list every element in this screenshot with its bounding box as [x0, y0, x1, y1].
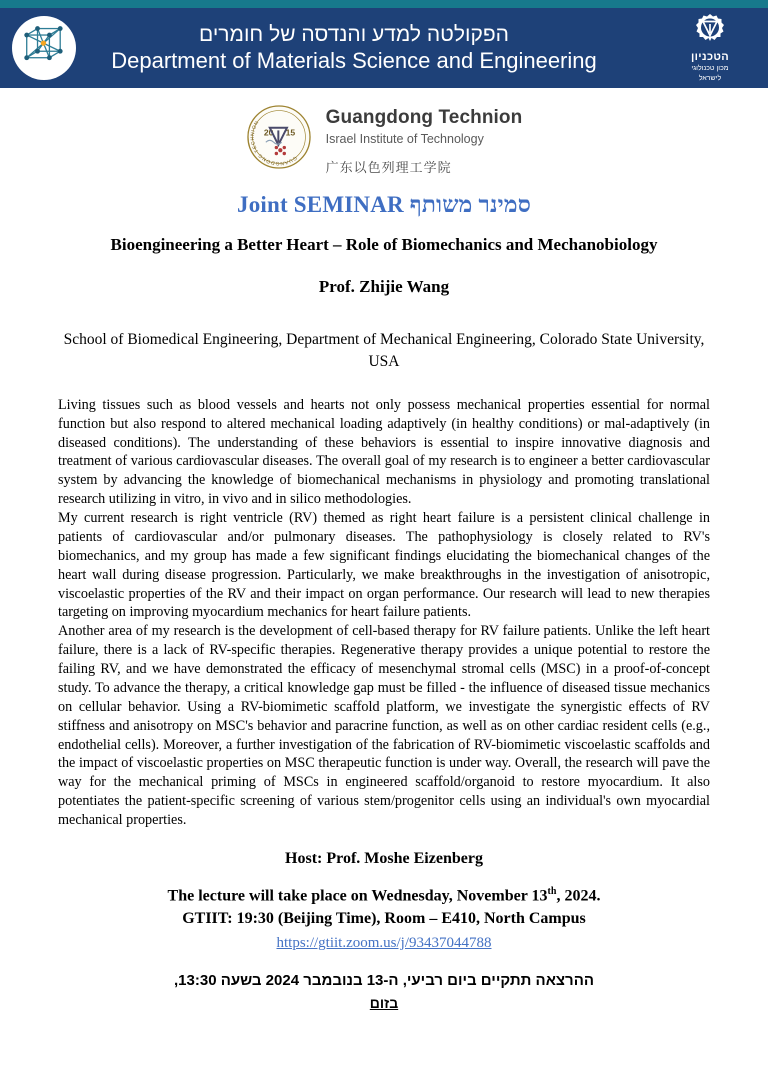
center-atom [41, 40, 46, 45]
gtiit-subtitle: Israel Institute of Technology [325, 131, 484, 146]
talk-title: Bioengineering a Better Heart – Role of Biomechanics and Mechanobiology [110, 234, 658, 254]
hebrew-zoom-link[interactable]: בזום [369, 995, 399, 1012]
abstract-paragraph-3: Another area of my research is the development of cell-based therapy for RV failure patients. Unlike the left heart failure, there is a lack of RV-specific therapies. Regenerative therapy provides a unique potential to restore the failing RV, and we have demonstrated the efficacy of mesenchymal stromal cells (MSC) in a proof-of-concept study. To advance the therapy, a critical knowledge gap must be filled - the influence of diseased tissue mechanics on cellular behavior. Using a RV-biomimetic scaffold platform, we investigate the synergistic effects of RV stiffness and anisotropy on MSC's behavior and paracrine function, as well as on other cardiac resident cells (e.g., endothelial cells). Moreover, a further investigation of the fabrication of RV-biomimetic viscoelastic scaffolds and the impact of viscoelastic properties on MSC therapeutic function is under way. Overall, the research will pave the way for the mechanical priming of MSCs in engineered scaffold/organoid to restore myocardium. It also potentiates the patient-specific screening of various stem/progenitor cells using an individual's own myocardial mechanical properties. [58, 623, 710, 829]
faculty-name-english: Department of Materials Science and Engineering [111, 47, 597, 73]
venue-line: GTIIT: 19:30 (Beijing Time), Room – E410, North Campus [182, 910, 586, 928]
technion-emblem-icon [695, 13, 725, 45]
seminar-heading-en: Joint SEMINAR [237, 191, 404, 217]
gtiit-name: Guangdong Technion [325, 107, 523, 128]
seal-year-left: 20 [263, 127, 274, 138]
document-body [0, 192, 768, 1011]
seal-year-right: 15 [285, 127, 295, 138]
gtiit-seal-icon [246, 104, 312, 170]
technion-logo [662, 13, 758, 84]
materials-dept-logo [12, 16, 76, 80]
lecture-date-ordinal: th [547, 885, 557, 897]
technion-subtitle-line1: מכון טכנולוגי [691, 64, 729, 72]
seminar-heading-he: סמינר משותף [409, 191, 531, 217]
speaker-affiliation: School of Biomedical Engineering, Department of Mechanical Engineering, Colorado State University, USA [63, 330, 705, 371]
hebrew-date-line: ההרצאה תתקיים ביום רביעי, ה-13 בנובמבר 2024 בשעה 13:30, [174, 972, 594, 990]
hebrew-zoom-link-wrapper [50, 995, 718, 1011]
speaker-name: Prof. Zhijie Wang [318, 276, 450, 296]
lecture-date-line [50, 886, 718, 905]
top-accent-strip [0, 0, 768, 8]
abstract-paragraph-2: My current research is right ventricle (RV) themed as right heart failure is a persistent clinical challenge in patients of cardiovascular and/or pulmonary diseases. The pathophysiology is closely related to RV's biomechanics, and my group has made a few significant findings elucidating the biomechanical changes of the heart wall during disease progression. Particularly, we make breakthroughs in the investigation of anisotropic, viscoelastic properties of the RV and their impact on organ performance. Our research will lead to new therapies targeting on improving myocardium mechanics for heart failure patients. [58, 510, 710, 621]
faculty-header-band [0, 8, 768, 88]
seal-ring-text: GUANGDONG TECHNION [250, 120, 297, 166]
crystal-lattice-icon [17, 21, 71, 75]
header-title-block [76, 22, 662, 75]
zoom-meeting-link[interactable]: https://gtiit.zoom.us/j/93437044788 [276, 935, 492, 952]
lecture-date-prefix: The lecture will take place on Wednesday, November 13 [167, 887, 548, 905]
gtiit-brand-block [0, 104, 768, 176]
faculty-name-hebrew: הפקולטה למדע והנדסה של חומרים [199, 22, 509, 46]
host-line: Host: Prof. Moshe Eizenberg [285, 849, 483, 867]
abstract-paragraph-1: Living tissues such as blood vessels and hearts not only possess mechanical properties essential for normal function but also respond to altered mechanical loading adaptively (in healthy conditions) or mal-adaptively (in diseased conditions). The understanding of these behaviors is essential to inspire innovative diagnosis and treatment of various cardiovascular diseases. The overall goal of my research is to engineer a better cardiovascular system by advancing the knowledge of biomechanical mechanisms in physiology and promoting translational research utilizing in vitro, in vivo and in silico methodologies. [58, 396, 710, 508]
seminar-heading [50, 192, 718, 218]
technion-subtitle-line2: לישראל [698, 75, 722, 82]
gtiit-text-block [326, 104, 523, 176]
technion-name-hebrew: הטכניון [691, 50, 729, 63]
lecture-date-suffix: , 2024. [556, 887, 601, 905]
abstract-text [50, 396, 718, 830]
gtiit-chinese-name: 广东以色列理工学院 [325, 159, 452, 175]
